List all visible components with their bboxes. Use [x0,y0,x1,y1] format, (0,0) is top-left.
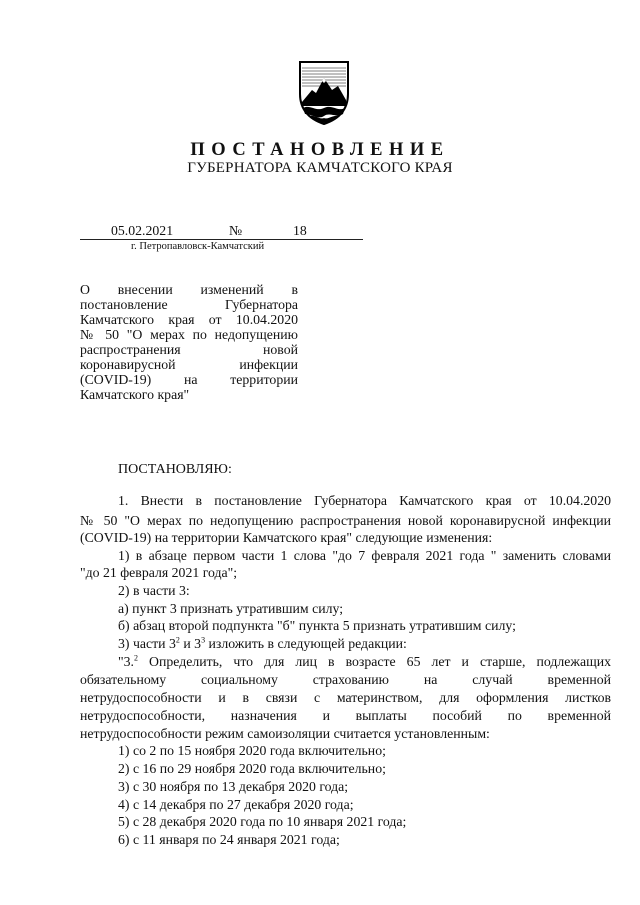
body-line: 1) в абзаце первом части 1 слова "до 7 февраля 2021 года " заменить словами [118,548,611,563]
document-date: 05.02.2021 [111,223,174,238]
list-item: 2) с 16 по 29 ноября 2020 года включительно; [118,761,386,776]
body-line: (COVID-19) на территории Камчатского края" следующие изменения: [80,530,493,545]
caption-line: Камчатского края" [80,387,190,402]
caption-line: О внесении изменений в [80,282,298,297]
document-subtitle: ГУБЕРНАТОРА КАМЧАТСКОГО КРАЯ [187,160,453,176]
body-line: нетрудоспособности режим самоизоляции считается установленным: [80,726,490,741]
decree-word: ПОСТАНОВЛЯЮ: [118,462,232,477]
caption-line: № 50 "О мерах по недопущению [80,327,298,342]
body-line: "до 21 февраля 2021 года"; [80,565,238,580]
city-name: г. Петропавловск-Камчатский [131,241,265,252]
body-line: нетрудоспособности, назначения и выплаты пособий по временной [80,708,611,723]
body-line: 3) части $3^2$ и $3^3$ изложить в следующей редакции: [118,635,407,651]
number-sign: № [229,223,243,238]
kamchatka-coat-of-arms [296,60,352,126]
list-item: 6) с 11 января по 24 января 2021 года; [118,832,340,847]
body-line: а) пункт 3 признать утратившим силу; [118,601,344,616]
date-number-line [80,225,363,240]
list-item: 1) со 2 по 15 ноября 2020 года включительно; [118,743,386,758]
list-item: 5) с 28 декабря 2020 года по 10 января 2021 года; [118,814,407,829]
caption-line: коронавирусной инфекции [80,357,298,372]
body-line: нетрудоспособности и в связи с материнством, для оформления листков [80,690,611,705]
body-line: "3.$^2$ Определить, что для лиц в возрасте 65 лет и старше, подлежащих [118,653,611,669]
list-item: 3) с 30 ноября по 13 декабря 2020 года; [118,779,349,794]
list-item: 4) с 14 декабря по 27 декабря 2020 года; [118,797,354,812]
body-line: б) абзац второй подпункта "б" пункта 5 признать утратившим силу; [118,618,516,633]
document-number: 18 [293,223,307,238]
caption-line: (COVID-19) на территории [80,372,298,387]
caption-line: Камчатского края от 10.04.2020 [80,312,298,327]
document-title: ПОСТАНОВЛЕНИЕ [190,140,450,160]
body-line: № 50 "О мерах по недопущению распространения новой коронавирусной инфекции [80,513,611,528]
caption-line: постановление Губернатора [80,297,298,312]
caption-line: распространения новой [80,342,298,357]
body-line: 1. Внести в постановление Губернатора Камчатского края от 10.04.2020 [118,493,611,508]
body-line: обязательному социальному страхованию на случай временной [80,672,611,687]
document-caption [80,282,298,402]
body-line: 2) в части 3: [118,583,190,598]
